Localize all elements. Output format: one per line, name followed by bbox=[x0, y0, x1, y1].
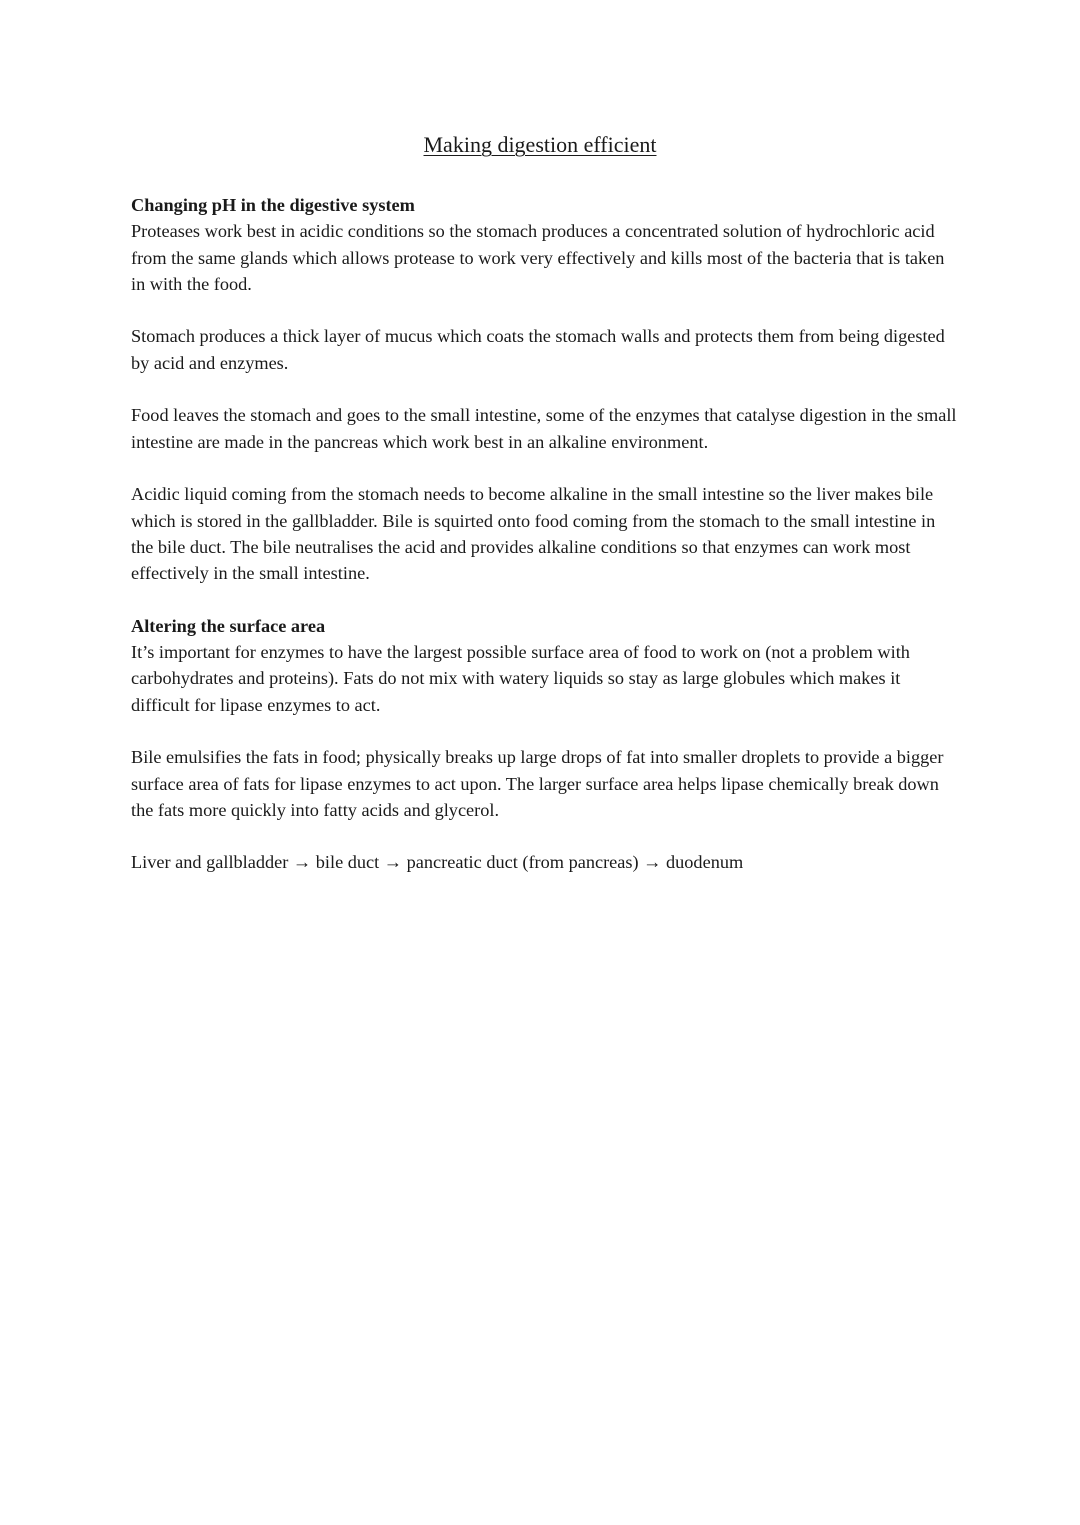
pathway-line: Liver and gallbladder → bile duct → pancreatic duct (from pancreas) → duodenum bbox=[131, 852, 744, 873]
paragraph: Acidic liquid coming from the stomach needs to become alkaline in the small intestine so the liver makes bile which is stored in the gallbladder. Bile is squirted onto food coming from the stomach to the small intestine in the bile duct. The bile neutralises the acid and provides alkaline conditions so that enzymes can work most effectively in the small intestine. bbox=[131, 484, 936, 584]
section-changing-ph bbox=[131, 192, 961, 586]
paragraph bbox=[131, 613, 961, 718]
paragraph bbox=[131, 192, 961, 297]
page-title-text: Making digestion efficient bbox=[423, 132, 657, 157]
paragraph-text: Proteases work best in acidic conditions so the stomach produces a concentrated solution of hydrochloric acid from the same glands which allows protease to work very effectively and kills most of the bacteria that is taken in with the food. bbox=[131, 221, 945, 294]
page-title bbox=[0, 131, 1080, 159]
paragraph: Bile emulsifies the fats in food; physically breaks up large drops of fat into smaller droplets to provide a bigger surface area of fats for lipase enzymes to act upon. The larger surface area helps lipase chemically break down the fats more quickly into fatty acids and glycerol. bbox=[131, 747, 944, 820]
section-heading: Changing pH in the digestive system bbox=[131, 195, 415, 215]
paragraph: Food leaves the stomach and goes to the small intestine, some of the enzymes that catalyse digestion in the small intestine are made in the pancreas which work best in an alkaline environment. bbox=[131, 405, 957, 452]
document-body bbox=[131, 192, 961, 902]
section-surface-area bbox=[131, 613, 961, 876]
section-heading: Altering the surface area bbox=[131, 615, 326, 636]
paragraph-text: It’s important for enzymes to have the largest possible surface area of food to work on (not a problem with carbohydrates and proteins). Fats do not mix with watery liquids so stay as large globules which makes it difficult for lipase enzymes to act. bbox=[131, 642, 910, 715]
paragraph: Stomach produces a thick layer of mucus which coats the stomach walls and protects them from being digested by acid and enzymes. bbox=[131, 326, 945, 373]
